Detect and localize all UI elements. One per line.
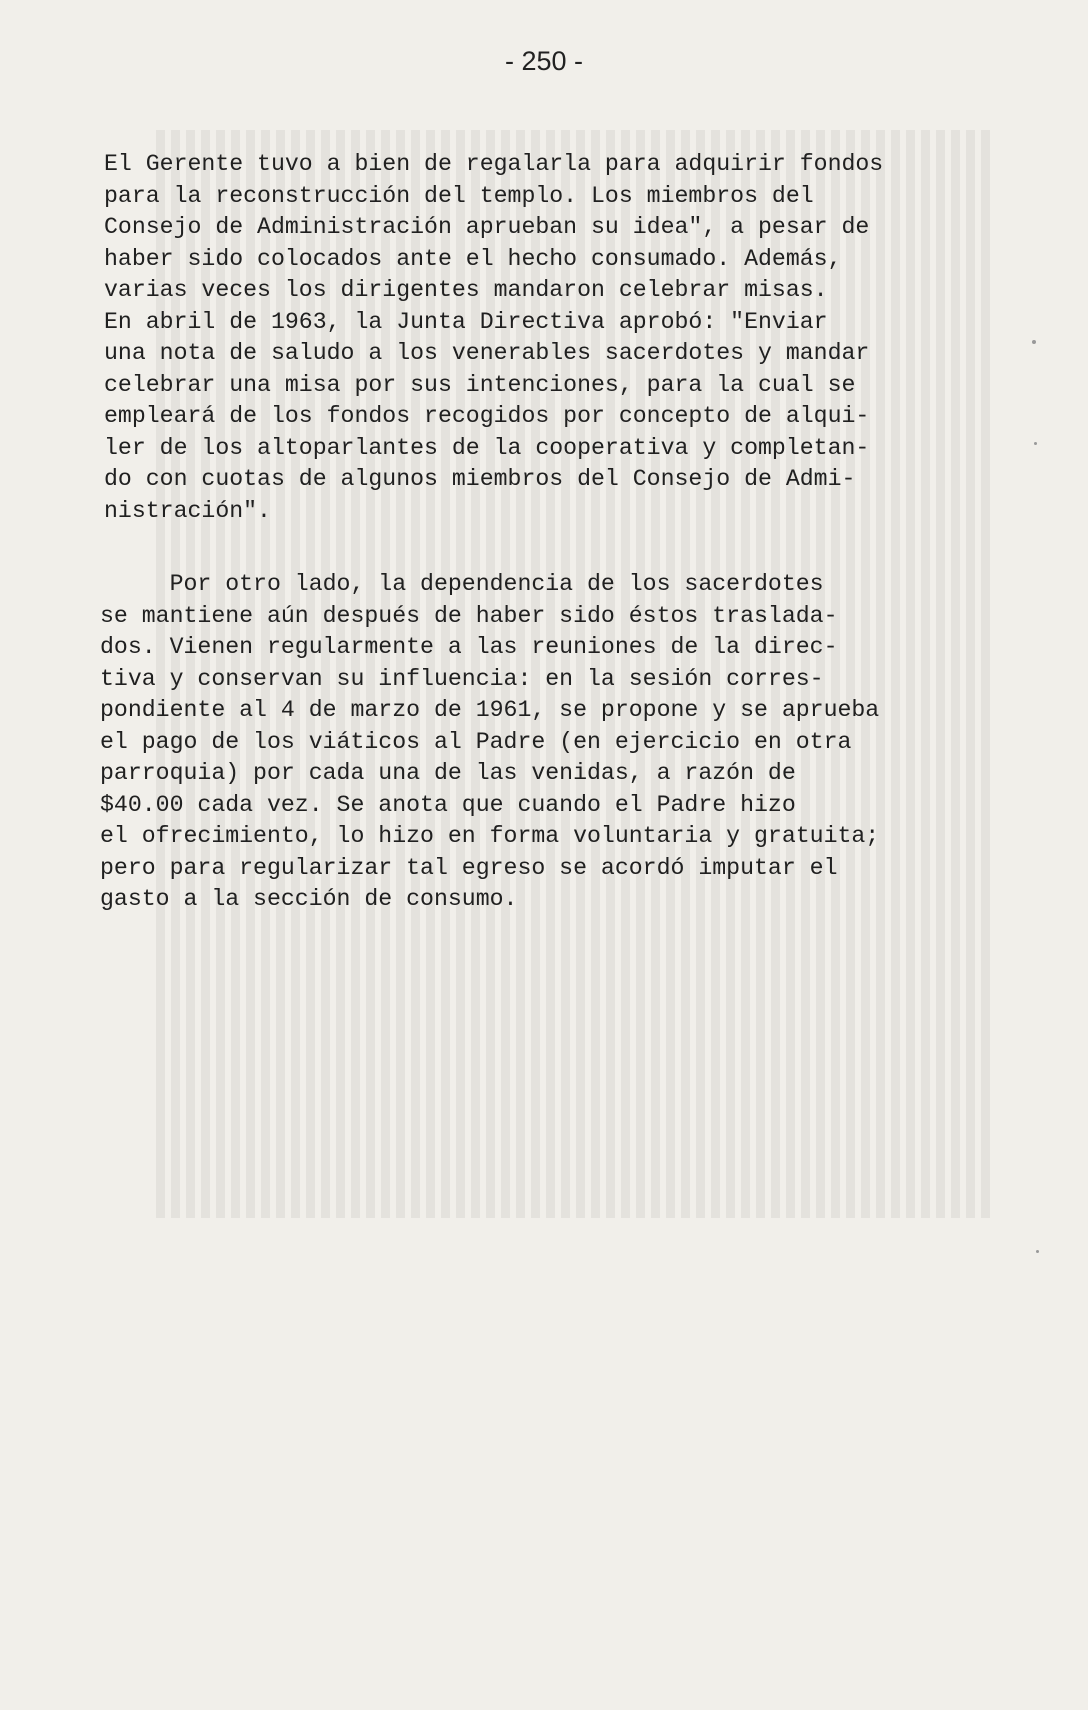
page-number: - 250 - bbox=[504, 46, 584, 76]
text-line: ler de los altoparlantes de la cooperativa y completan- bbox=[104, 434, 870, 461]
text-line: celebrar una misa por sus intenciones, para la cual se bbox=[104, 371, 856, 398]
text-line: do con cuotas de algunos miembros del Consejo de Admi- bbox=[104, 466, 856, 492]
paper-speck bbox=[1036, 1250, 1039, 1253]
text-line: parroquia) por cada una de las venidas, a razón de bbox=[100, 760, 796, 786]
text-line: En abril de 1963, la Junta Directiva aprobó: "Enviar bbox=[104, 308, 828, 335]
text-line: El Gerente tuvo a bien de regalarla para adquirir fondos bbox=[104, 151, 884, 177]
paper-speck bbox=[1032, 340, 1036, 344]
text-line: Por otro lado, la dependencia de los sacerdotes bbox=[100, 571, 824, 597]
text-line: pondiente al 4 de marzo de 1961, se propone y se aprueba bbox=[100, 697, 880, 723]
paragraph-1 bbox=[104, 149, 974, 527]
text-line: gasto a la sección de consumo. bbox=[100, 886, 518, 912]
text-line: el pago de los viáticos al Padre (en ejercicio en otra bbox=[100, 728, 852, 755]
text-line: se mantiene aún después de haber sido éstos traslada- bbox=[100, 602, 838, 629]
paragraph-2 bbox=[100, 569, 970, 916]
text-line: el ofrecimiento, lo hizo en forma voluntaria y gratuita; bbox=[100, 823, 880, 849]
text-line: empleará de los fondos recogidos por concepto de alqui- bbox=[104, 403, 870, 429]
text-line: dos. Vienen regularmente a las reuniones de la direc- bbox=[100, 634, 838, 660]
text-line: varias veces los dirigentes mandaron celebrar misas. bbox=[104, 277, 828, 303]
text-line: pero para regularizar tal egreso se acordó imputar el bbox=[100, 854, 838, 881]
text-line: tiva y conservan su influencia: en la sesión corres- bbox=[100, 665, 824, 692]
text-line: haber sido colocados ante el hecho consumado. Además, bbox=[104, 245, 842, 272]
text-line: para la reconstrucción del templo. Los miembros del bbox=[104, 182, 814, 209]
text-line: Consejo de Administración aprueban su idea", a pesar de bbox=[104, 214, 870, 240]
paper-speck bbox=[1034, 442, 1037, 445]
text-line: $40.00 cada vez. Se anota que cuando el Padre hizo bbox=[100, 791, 796, 818]
text-line: nistración". bbox=[104, 497, 271, 524]
text-line: una nota de saludo a los venerables sacerdotes y mandar bbox=[104, 340, 870, 366]
